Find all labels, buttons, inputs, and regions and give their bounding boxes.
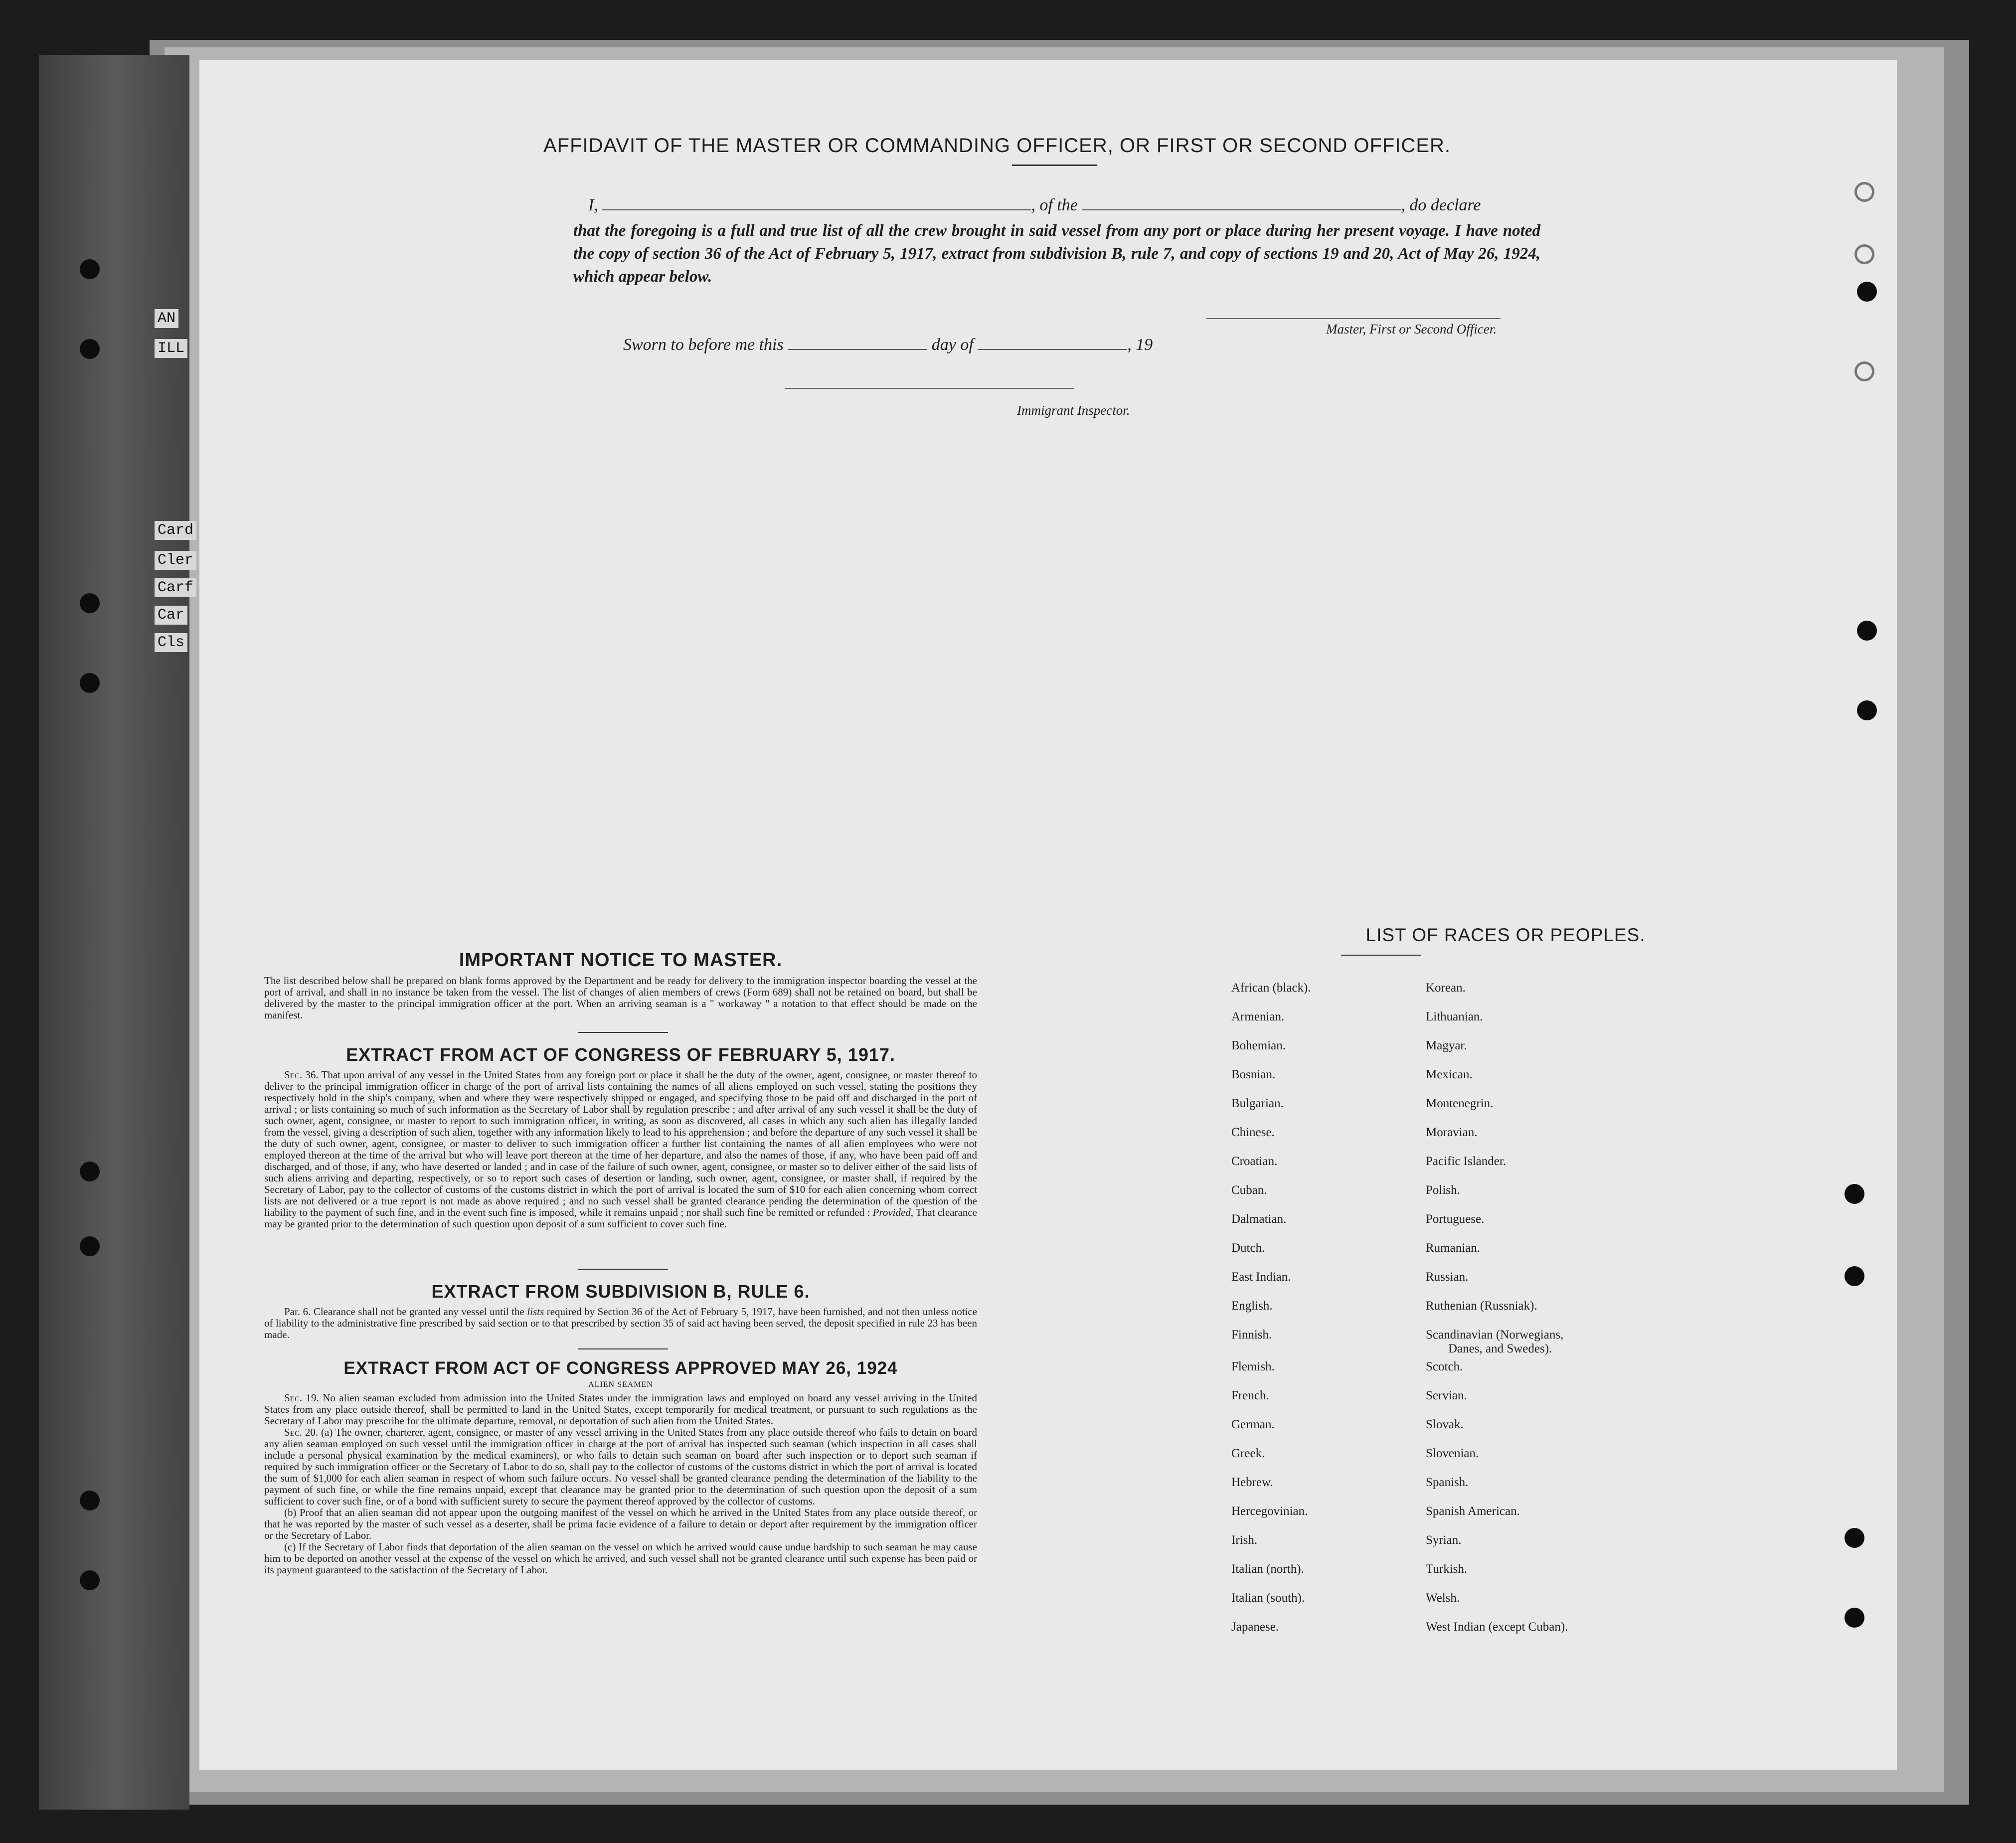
master-signature-line[interactable] [1206, 318, 1501, 319]
race-item: Ruthenian (Russniak). [1426, 1299, 1537, 1313]
race-item: English. [1231, 1299, 1273, 1313]
margin-tab: Card [155, 521, 196, 540]
margin-tab: ILL [155, 339, 187, 358]
affidavit-declaration-line [588, 194, 1535, 215]
notice-body: The list described below shall be prepared on blank forms approved by the Department and be ready for delivery to the immigration inspector boarding the vessel at the port of arrival, and shall in no instance be taken from the vessel. The list of changes of alien members of crews (Form 689) shall not be retained on board, but shall be delivered by the master to the principal immigration officer at the port. When an arriving seaman is a " workaway " a notation to that effect should be made on the manifest. [264, 975, 977, 1021]
race-item: Korean. [1426, 981, 1466, 995]
margin-tab: Cler [155, 551, 196, 570]
race-item: Bulgarian. [1231, 1097, 1284, 1110]
sec-36-label: Sec. 36. [284, 1069, 319, 1081]
punch-hole [80, 673, 100, 693]
race-item: German. [1231, 1418, 1275, 1431]
race-item: Spanish American. [1426, 1505, 1520, 1518]
race-item: Mexican. [1426, 1068, 1473, 1081]
race-item: Welsh. [1426, 1591, 1460, 1605]
race-item: Croatian. [1231, 1155, 1278, 1168]
race-item: Hercegovinian. [1231, 1505, 1308, 1518]
punch-hole [1854, 244, 1874, 264]
race-item: Japanese. [1231, 1620, 1279, 1634]
subdivision-b-title: EXTRACT FROM SUBDIVISION B, RULE 6. [431, 1281, 810, 1302]
affidavit-title: AFFIDAVIT OF THE MASTER OR COMMANDING OFFICER, OR FIRST OR SECOND OFFICER. [543, 135, 1451, 157]
sworn-day-field[interactable] [788, 334, 927, 350]
race-item: Russian. [1426, 1270, 1469, 1284]
subdivision-b-section [264, 1281, 977, 1340]
punch-hole [1845, 1528, 1864, 1548]
sworn-day-label: day of [931, 335, 974, 354]
race-item: Finnish. [1231, 1328, 1272, 1341]
punch-hole [80, 1236, 100, 1256]
sworn-line [623, 334, 1271, 354]
race-item: Pacific Islander. [1426, 1155, 1507, 1168]
race-item: Lithuanian. [1426, 1010, 1483, 1023]
race-item: Armenian. [1231, 1010, 1285, 1023]
inspector-caption: Immigrant Inspector. [1017, 403, 1130, 418]
races-title-rule [1341, 955, 1421, 956]
sec-20c-body: (c) If the Secretary of Labor finds that deportation of the alien seaman on the vessel on which he arrived would cause undue hardship to such seaman he may cause him to be deported on another vessel at the expense of the vessel on which he arrived, and such vessel shall not be granted clearance until such expense has been paid or its payment guaranteed to the satisfaction of the Secretary of Labor. [264, 1541, 977, 1576]
punch-hole [80, 339, 100, 359]
punch-hole [1845, 1184, 1864, 1204]
sec-20b-body: (b) Proof that an alien seaman did not appear upon the outgoing manifest of the vessel on which he arrived in the United States from any place outside thereof, or that he was reported by the master of such vessel as a deserter, shall be prima facie evidence of a failure to detain or deport after requirement by the immigration officer or the Secretary of Labor. [264, 1507, 977, 1541]
margin-tab: AN [155, 309, 178, 328]
punch-hole [80, 1162, 100, 1181]
punch-hole [80, 1570, 100, 1590]
officer-name-field[interactable] [602, 194, 1031, 210]
punch-hole [80, 593, 100, 613]
race-item: Servian. [1426, 1389, 1467, 1402]
margin-tab: Car [155, 606, 187, 625]
sec-19-body: Sec. 19. No alien seaman excluded from admission into the United States under the immigration laws and employed on board any vessel arriving in the United States from any place outside thereof, shall be permitted to land in the United States, except temporarily for medical treatment, or pursuant to such regulations as the Secretary of Labor may prescribe for the ultimate departure, removal, or deportation of such alien from the United States. [264, 1392, 977, 1427]
race-item: African (black). [1231, 981, 1311, 995]
sworn-month-field[interactable] [978, 334, 1127, 350]
margin-tab: Cls [155, 633, 187, 652]
punch-hole [1845, 1608, 1864, 1628]
affidavit-body: that the foregoing is a full and true list of all the crew brought in said vessel from any port or place during her present voyage. I have noted the copy of section 36 of the Act of February 5, 1917, extract from subdivision B, rule 7, and copy of sections 19 and 20, Act of May 26, 1924, which appear below. [573, 222, 1540, 286]
punch-hole [1854, 182, 1874, 202]
race-item: West Indian (except Cuban). [1426, 1620, 1568, 1634]
race-item: Hebrew. [1231, 1476, 1273, 1489]
race-item: Danes, and Swedes). [1448, 1342, 1552, 1355]
sworn-prefix: Sworn to before me this [623, 335, 784, 354]
race-item: East Indian. [1231, 1270, 1291, 1284]
margin-tab: Carf [155, 578, 196, 597]
extract-1924-subtitle: ALIEN SEAMEN [588, 1380, 653, 1389]
extract-1924-section [264, 1358, 977, 1576]
race-item: Cuban. [1231, 1183, 1267, 1197]
master-caption: Master, First or Second Officer. [1326, 322, 1497, 336]
punch-hole [80, 259, 100, 279]
race-item: Polish. [1426, 1183, 1460, 1197]
vessel-name-field[interactable] [1082, 194, 1401, 210]
race-item: Magyar. [1426, 1039, 1467, 1052]
race-item: Rumanian. [1426, 1241, 1481, 1255]
extract-1917-section [264, 1044, 977, 1230]
subdivision-b-body: Par. 6. Clearance shall not be granted any vessel until the lists required by Section 36 of the Act of February 5, 1917, have been furnished, and not then unless notice of liability to the administrative fine prescribed by said section or to that prescribed by section 35 of said act having been served, the deposit specified in rule 23 has been made. [264, 1306, 978, 1340]
race-item: Scotch. [1426, 1360, 1463, 1373]
race-item: Spanish. [1426, 1476, 1469, 1489]
declaration-suffix: , do declare [1401, 196, 1481, 214]
notice-section [264, 950, 977, 1021]
race-item: Irish. [1231, 1533, 1258, 1547]
extract-1917-title: EXTRACT FROM ACT OF CONGRESS OF FEBRUARY 5, 1917. [346, 1044, 895, 1065]
race-item: Dalmatian. [1231, 1212, 1287, 1226]
race-item: Italian (north). [1231, 1562, 1304, 1576]
punch-hole [1845, 1266, 1864, 1286]
race-item: French. [1231, 1389, 1269, 1402]
extract-1917-body: Sec. 36. That upon arrival of any vessel in the United States from any foreign port or place it shall be the duty of the owner, agent, consignee, or master thereof to deliver to the principal immigration officer in charge of the port of arrival lists containing the names of all aliens employed on such vessel, stating the positions they respectively hold in the ship's company, when and where they were respectively shipped or engaged, and specifying those to be paid off and discharged in the port of arrival ; or lists containing so much of such information as the Secretary of Labor shall by regulation prescribe ; and after arrival of any such vessel it shall be the duty of such owner, agent, consignee, or master to report to such immigration officer, in writing, as soon as discovered, all cases in which any such alien has illegally landed from the vessel, giving a description of such alien, together with any information likely to lead to his apprehension ; and before the departure of any such vessel it shall be the duty of such owner, agent, consignee, or master to deliver to such immigration officer a further list containing the names of all alien employees who were not employed thereon at the time of the arrival but who will leave port thereon at the time of her departure, and also the names of those, if any, who have been paid off and discharged, and of those, if any, who have deserted or landed ; and in case of the failure of such owner, agent, consignee, or master so to deliver either of the said lists of such aliens arriving and departing, respectively, or so to report such cases of desertion or landing, such owner, agent, consignee, or master shall, if required by the Secretary of Labor, pay to the collector of customs of the customs district in which the port of arrival is located the sum of $10 for each alien concerning whom correct lists are not delivered or a true report is not made as above required ; and no such vessel shall be granted clearance pending the determination of the question of the liability to the payment of such fine, and in the event such fine is imposed, while it remains unpaid ; nor shall such fine be remitted or refunded : Provided, That clearance may be granted prior to the determination of such question upon deposit of a sum sufficient to cover such fine. [264, 1069, 977, 1230]
section-rule [578, 1032, 668, 1033]
race-item: Montenegrin. [1426, 1097, 1494, 1110]
inspector-signature-line[interactable] [785, 388, 1074, 389]
race-item: Syrian. [1426, 1533, 1462, 1547]
punch-hole [1857, 282, 1877, 302]
race-item: Moravian. [1426, 1126, 1478, 1139]
punch-hole [80, 1491, 100, 1510]
declaration-prefix: I, [588, 196, 598, 214]
punch-hole [1854, 361, 1874, 381]
punch-hole [1857, 621, 1877, 641]
race-item: Scandinavian (Norwegians, [1426, 1328, 1564, 1341]
section-rule [578, 1269, 668, 1270]
notice-title: IMPORTANT NOTICE TO MASTER. [459, 950, 783, 971]
race-item: Italian (south). [1231, 1591, 1305, 1605]
race-item: Turkish. [1426, 1562, 1468, 1576]
race-item: Bosnian. [1231, 1068, 1276, 1081]
race-item: Greek. [1231, 1447, 1265, 1460]
declaration-middle: , of the [1031, 196, 1078, 214]
punch-hole [1857, 700, 1877, 720]
extract-1924-title: EXTRACT FROM ACT OF CONGRESS APPROVED MAY 26, 1924 [343, 1358, 898, 1378]
race-item: Flemish. [1231, 1360, 1275, 1373]
race-item: Slovenian. [1426, 1447, 1479, 1460]
race-item: Portuguese. [1426, 1212, 1485, 1226]
title-rule [1012, 165, 1097, 166]
race-item: Dutch. [1231, 1241, 1265, 1255]
sec-20a-body: Sec. 20. (a) The owner, charterer, agent, consignee, or master of any vessel arriving in the United States from any place outside thereof who fails to detain on board any alien seaman employed on such vessel until the immigration officer in charge at the port of arrival has inspected such seaman (which inspection in all cases shall include a personal physical examination by the medical examiners), or who fails to detain such seaman on board after such inspection or to deport such seaman if required by such immigration officer or the Secretary of Labor to do so, shall pay to the collector of customs of the customs district in which the port of arrival is located the sum of $1,000 for each alien seaman in respect of whom such failure occurs. No vessel shall be granted clearance pending the determination of the liability to the payment of such fine, or while the fine remains unpaid, except that clearance may be granted prior to the determination of such question upon the deposit of a sum sufficient to cover such fine, or of a bond with sufficient surety to secure the payment thereof approved by the collector of customs. [264, 1426, 977, 1507]
section-rule [578, 1348, 668, 1349]
race-item: Slovak. [1426, 1418, 1464, 1431]
sworn-year-label: , 19 [1127, 335, 1153, 354]
par-6-label: Par. 6. [284, 1306, 311, 1318]
race-item: Bohemian. [1231, 1039, 1286, 1052]
races-title: LIST OF RACES OR PEOPLES. [1365, 925, 1646, 945]
race-item: Chinese. [1231, 1126, 1275, 1139]
